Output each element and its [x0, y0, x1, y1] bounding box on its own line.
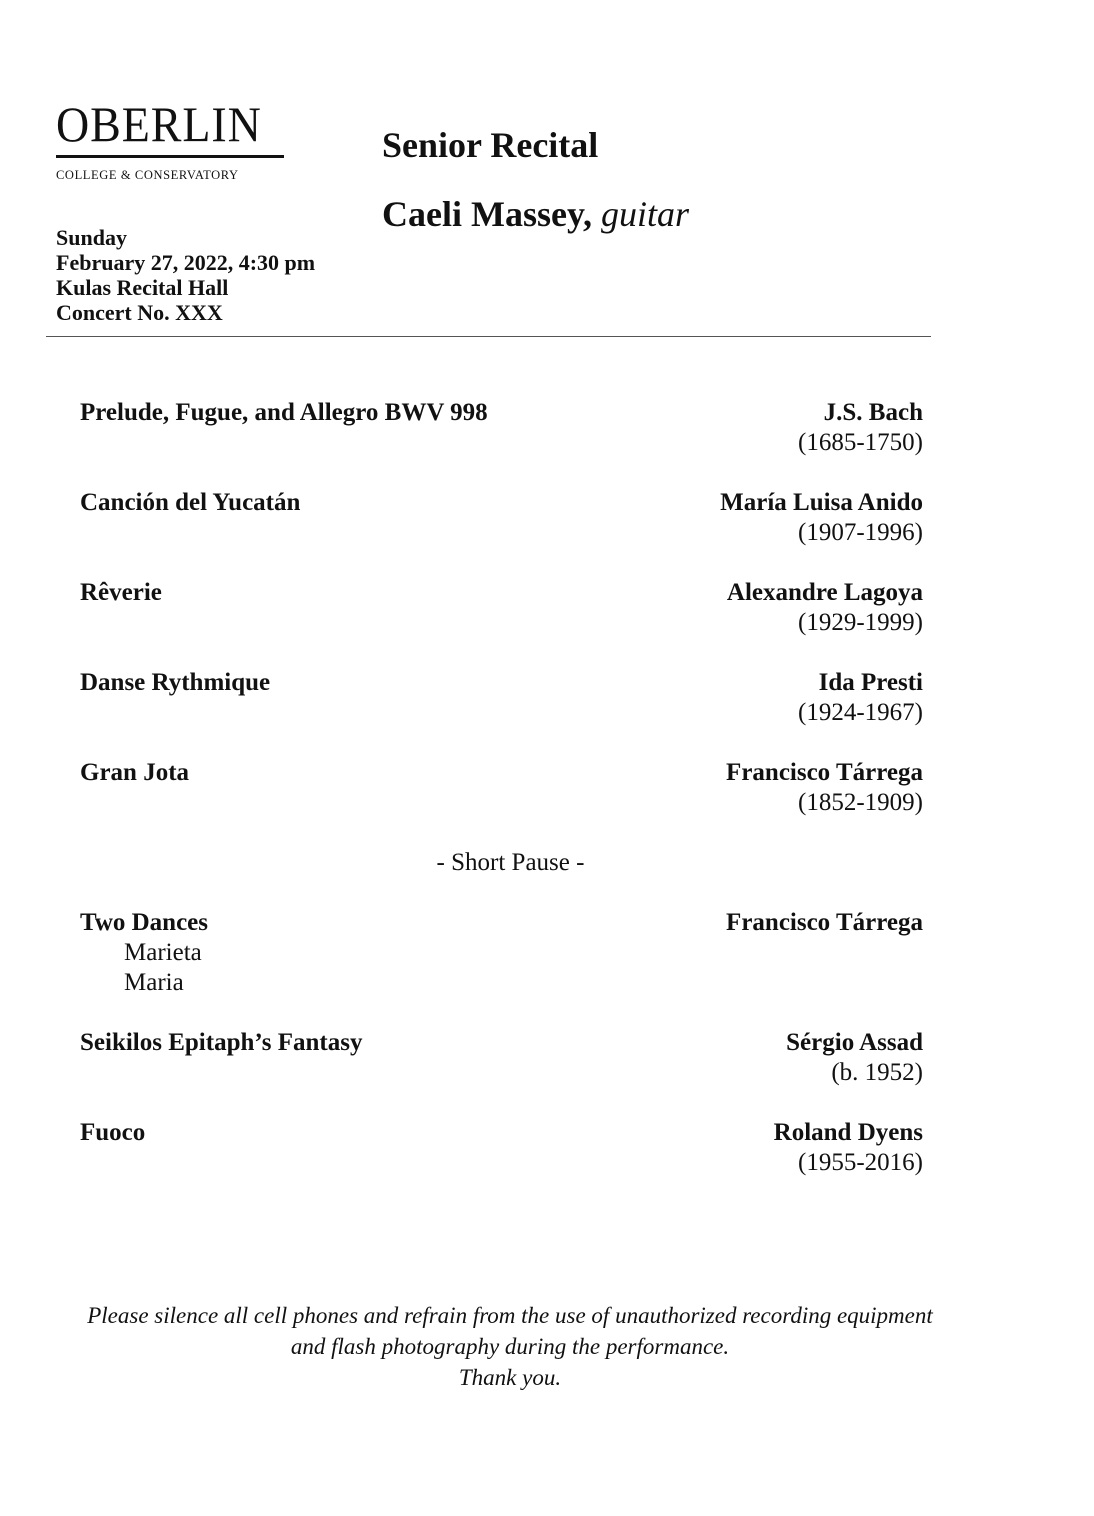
composer-block — [798, 398, 923, 458]
composer-dates: (1907-1996) — [798, 519, 923, 546]
composer-name: Francisco Tárrega — [726, 909, 923, 936]
performer-name: Caeli Massey, — [382, 194, 592, 234]
composer-block — [786, 1028, 923, 1088]
piece-title: Prelude, Fugue, and Allegro BWV 998 — [80, 399, 488, 426]
piece-title: Fuoco — [80, 1119, 146, 1146]
composer-dates: (1955-2016) — [798, 1149, 923, 1176]
performer-instrument: guitar — [600, 194, 689, 234]
event-datetime: February 27, 2022, 4:30 pm — [56, 250, 316, 275]
movement-title: Maria — [124, 969, 184, 996]
recital-title: Senior Recital — [382, 125, 599, 165]
composer-block — [720, 488, 923, 548]
program-item — [80, 1118, 923, 1178]
program-item — [80, 398, 923, 458]
program-list — [80, 398, 923, 1208]
notice-line: and flash photography during the performance. — [290, 1334, 730, 1359]
event-venue: Kulas Recital Hall — [56, 275, 229, 300]
movement-title: Marieta — [124, 939, 202, 966]
event-info — [56, 225, 315, 325]
composer-block — [774, 1118, 923, 1178]
composer-name: Sérgio Assad — [786, 1029, 923, 1056]
composer-dates: (1685-1750) — [798, 429, 923, 456]
composer-name: Ida Presti — [818, 669, 923, 696]
logo-wordmark: OBERLIN — [56, 96, 262, 152]
program-item — [80, 668, 923, 728]
audience-notice — [60, 1300, 960, 1393]
composer-name: Roland Dyens — [773, 1119, 923, 1146]
composer-block — [726, 908, 923, 938]
oberlin-logo — [56, 96, 286, 182]
logo-rule — [56, 155, 284, 158]
program-item — [80, 488, 923, 548]
composer-name: María Luisa Anido — [720, 489, 923, 516]
composer-dates: (1929-1999) — [798, 609, 923, 636]
program-item — [80, 578, 923, 638]
event-day: Sunday — [56, 225, 127, 250]
header-divider — [46, 336, 931, 337]
piece-title: Seikilos Epitaph’s Fantasy — [80, 1029, 363, 1056]
program-item — [80, 758, 923, 818]
performer-line — [382, 193, 689, 235]
piece-title: Canción del Yucatán — [80, 489, 301, 516]
program-item — [80, 1028, 923, 1088]
notice-line: Please silence all cell phones and refrain from the use of unauthorized recording equipment — [87, 1303, 933, 1328]
composer-dates: (1852-1909) — [798, 789, 923, 816]
program-item — [80, 908, 923, 998]
composer-block — [727, 578, 923, 638]
piece-title: Rêverie — [80, 579, 162, 606]
concert-number: Concert No. XXX — [56, 300, 223, 325]
composer-dates: (1924-1967) — [798, 699, 923, 726]
piece-title: Two Dances — [80, 909, 209, 936]
composer-name: J.S. Bach — [823, 399, 923, 426]
composer-block — [726, 758, 923, 818]
notice-thanks: Thank you. — [458, 1365, 562, 1390]
piece-title: Danse Rythmique — [80, 669, 271, 696]
composer-dates: (b. 1952) — [831, 1059, 923, 1086]
composer-name: Alexandre Lagoya — [726, 579, 923, 606]
piece-title: Gran Jota — [80, 759, 190, 786]
composer-block — [798, 668, 923, 728]
piece-title-block — [80, 908, 208, 998]
short-pause: - Short Pause - — [436, 849, 585, 876]
logo-subtitle: COLLEGE & CONSERVATORY — [56, 168, 239, 182]
composer-name: Francisco Tárrega — [726, 759, 923, 786]
